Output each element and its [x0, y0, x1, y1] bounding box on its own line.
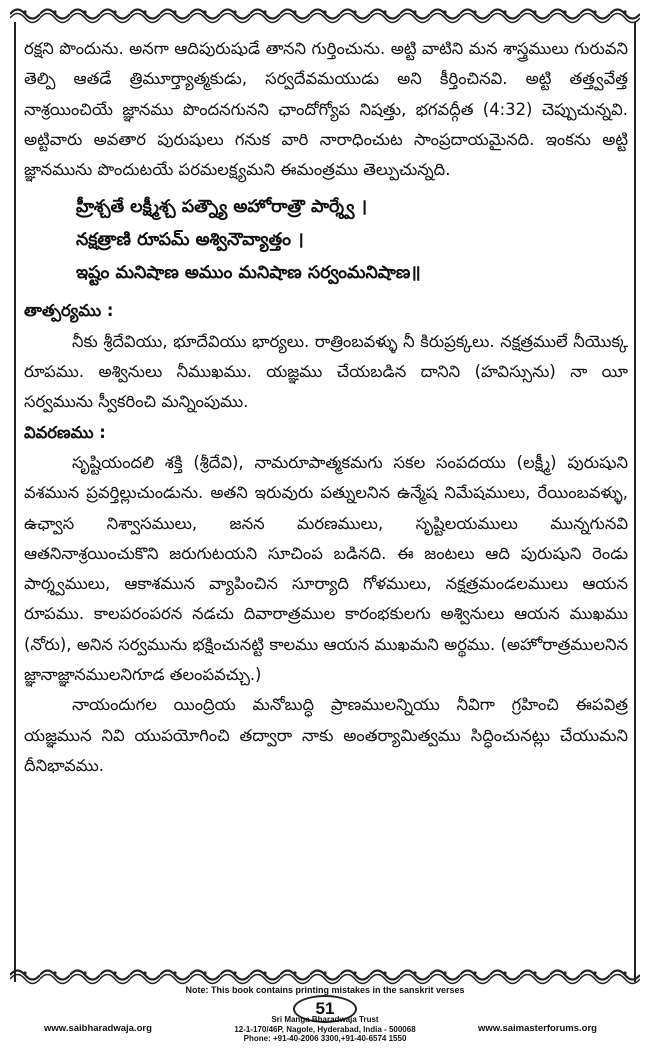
printing-note: Note: This book contains printing mistakes in the sanskrit verses	[185, 985, 465, 995]
page-number: 51	[293, 995, 357, 1023]
tatparyamu-paragraph: నీకు శ్రీదేవియు, భూదేవియు భార్యలు. రాత్రింబవళ్ళు నీ కిరుప్రక్కలు. నక్షత్రములే నీయొక్క రూపము. అశ్వినులు నీముఖము. యజ్ఞము చేయబడిన దానిని (హవిస్సును) నా యీ సర్వమును స్వీకరించి మన్నింపుము.	[24, 331, 628, 412]
verse-line-3: ఇష్టం మనిషాణ అముం మనిషాణ సర్వంమనిషాణ॥	[76, 263, 421, 284]
page-footer	[0, 985, 650, 1050]
website-link-right[interactable]: www.saimasterforums.org	[478, 1023, 597, 1034]
vivaranamu-heading: వివరణము :	[24, 422, 106, 442]
intro-paragraph: రక్షని పొందును. అనగా ఆదిపురుషుడే తానని గుర్తించును. అట్టి వాటిని మన శాస్త్రములు గురువని తెల్పి ఆతడే త్రిమూర్త్యాత్మకుడు, సర్వదేవమయుడు అని కీర్తించినవి. అట్టి తత్త్వవేత్త నాశ్రయించియే జ్ఞానము పొందనగునని ఛాందోగ్యోప నిషత్తు, భగవద్గీత (4:32) చెప్పుచున్నవి. అట్టివారు అవతార పురుషులు గనుక వారి నారాధించుట సాంప్రదాయమైనది. ఇంకను అట్టి జ్ఞానమును పొందుటయే పరమలక్ష్యమని ఈమంత్రము తెల్పుచున్నది.	[24, 39, 628, 180]
closing-paragraph: నాయందుగల యింద్రియ మనోబుద్ధి ప్రాణములన్నియు నీవిగా గ్రహించి ఈపవిత్ర యజ్ఞమున నివి యుపయోగించి తద్వారా నాకు అంతర్యామిత్వము సిద్ధించునట్లు చేయుమని దీనిభావము.	[24, 695, 628, 775]
trust-name: Sri Manga Bharadwaja Trust	[271, 1015, 379, 1024]
website-link-left[interactable]: www.saibharadwaja.org	[44, 1023, 152, 1034]
trust-address: 12-1-170/46P, Nagole, Hyderabad, India - 500068	[234, 1024, 416, 1034]
verse-line-2: నక్షత్రాణి రూపమ్ అశ్వినౌవ్యాత్తం ।	[76, 230, 304, 251]
verse-line-1: హ్రీశ్చతే లక్ష్మీశ్చ పత్న్యౌ అహోరాత్రౌ పార్శ్వే ।	[76, 197, 368, 218]
top-border	[10, 4, 640, 24]
trust-phone: Phone: +91-40-2006 3300,+91-40-6574 1550	[243, 1034, 407, 1043]
sanskrit-verses	[76, 191, 628, 290]
tatparyamu-heading: తాత్పర్యము :	[24, 301, 114, 321]
wave-border-icon	[10, 965, 640, 985]
wave-border-icon	[10, 4, 640, 24]
bottom-border	[10, 965, 640, 985]
vivaranamu-paragraph: సృష్టియందలి శక్తి (శ్రీదేవి), నామరూపాత్మకమగు సకల సంపదయు (లక్ష్మీ) పురుషుని వశమున ప్రవర్తిల్లుచుండును. అతని ఇరువురు పత్నులనిన ఉన్మేష నిమేషములు, రేయింబవళ్ళు, ఉఛ్వాస నిశ్వాసములు, జనన మరణములు, సృష్టిలయములు మున్నగునవి ఆతనినాశ్రయించుకొని జరుగుటయని సూచింప బడినది. ఈ జంటలు ఆది పురుషుని రెండు పార్శ్వములు, ఆకాశమున వ్యాపించిన సూర్యాది గోళములు, నక్షత్రమండలములు ఆయన రూపము. కాలపరంపరన నడచు దివారాత్రముల కారంభకులగు అశ్వినులు ఆయన ముఖము (నోరు), అనిన సర్వమును భక్షించునట్టి కాలము ఆయన ముఖమని అర్థము. (అహోరాత్రములనిన జ్ఞానాజ్ఞానములనిగూడ తలంపవచ్చు.)	[24, 452, 628, 685]
trust-info	[200, 1015, 450, 1044]
page-content	[24, 34, 628, 781]
